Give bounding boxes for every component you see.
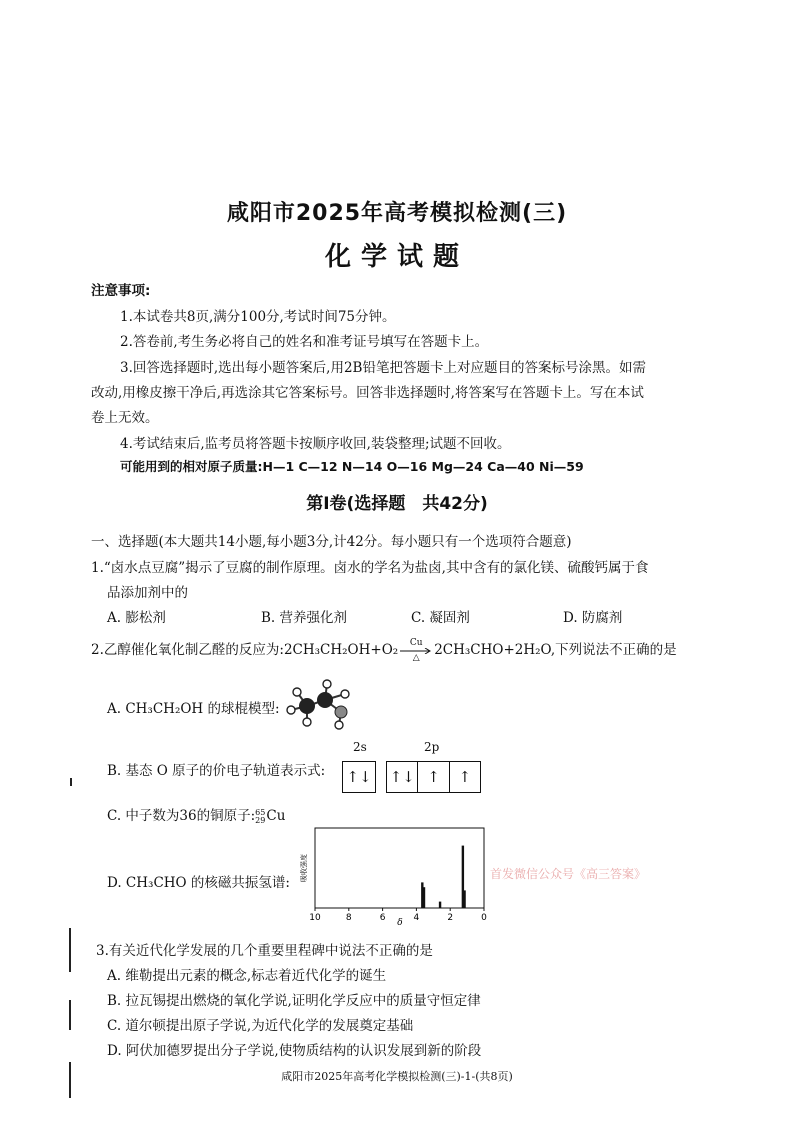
reaction-arrow xyxy=(400,637,432,663)
q2-option-b: B. 基态 O 原子的价电子轨道表示式: xyxy=(107,763,326,779)
orbital-2s-cell: ↑↓ xyxy=(346,768,372,786)
binding-margin-mark xyxy=(69,1000,71,1030)
orbital-2p-cell-1: ↑↓ xyxy=(389,768,415,786)
q1-option-c: C. 凝固剂 xyxy=(411,610,470,626)
nmr-x-tick-label: 0 xyxy=(481,913,487,923)
subject-title: 化学试题 xyxy=(324,242,469,272)
orbital-2p-cell-2: ↑ xyxy=(417,762,448,792)
nmr-y-axis-label: 吸收强度 xyxy=(300,854,308,882)
q3-stem: 3.有关近代化学发展的几个重要里程碑中说法不正确的是 xyxy=(96,943,433,959)
q2-stem-suffix: ,下列说法不正确的是 xyxy=(550,642,677,658)
q2-option-d: D. CH₃CHO 的核磁共振氢谱: xyxy=(107,875,290,891)
nmr-plot-frame xyxy=(315,828,484,908)
q1-stem-line2: 品添加剂中的 xyxy=(107,585,188,601)
nmr-spectrum-chart xyxy=(296,826,496,926)
orbital-2p-label: 2p xyxy=(424,740,440,754)
q1-stem-line1: 1.“卤水点豆腐”揭示了豆腐的制作原理。卤水的学名为盐卤,其中含有的氯化镁、硫酸钙属于食 xyxy=(91,560,649,576)
orbital-2s-label: 2s xyxy=(353,740,367,754)
notice-item-4: 4.考试结束后,监考员将答题卡按顺序收回,装袋整理;试题不回收。 xyxy=(120,436,511,452)
nmr-x-axis-label: δ xyxy=(397,918,403,926)
binding-margin-mark xyxy=(70,778,72,786)
ethanol-ball-stick-model-icon xyxy=(283,678,363,730)
notice-item-1: 1.本试卷共8页,满分100分,考试时间75分钟。 xyxy=(120,309,396,325)
notice-item-3-cont2: 卷上无效。 xyxy=(91,410,159,426)
page-footer: 咸阳市2025年高考化学模拟检测(三)-1-(共8页) xyxy=(281,1070,513,1083)
q3-option-d: D. 阿伏加德罗提出分子学说,使物质结构的认识发展到新的阶段 xyxy=(107,1043,482,1059)
section-intro: 一、选择题(本大题共14小题,每小题3分,计42分。每小题只有一个选项符合题意) xyxy=(91,534,572,550)
orbital-2p-box xyxy=(386,761,481,793)
binding-margin-mark xyxy=(69,1062,71,1098)
binding-margin-mark xyxy=(69,928,71,972)
exam-title: 咸阳市2025年高考模拟检测(三) xyxy=(226,201,568,226)
q2-reactants: 2CH₃CH₂OH+O₂ xyxy=(283,642,399,658)
q2-stem xyxy=(91,637,677,663)
nmr-x-tick-label: 4 xyxy=(413,913,420,923)
nmr-x-tick-label: 10 xyxy=(309,913,321,923)
notice-item-3-cont1: 改动,用橡皮擦干净后,再选涂其它答案标号。回答非选择题时,将答案写在答题卡上。写在本试 xyxy=(91,385,644,401)
nmr-x-tick-label: 8 xyxy=(345,913,352,923)
notice-item-3: 3.回答选择题时,选出每小题答案后,用2B铅笔把答题卡上对应题目的答案标号涂黑。如需 xyxy=(120,360,646,376)
q3-option-c: C. 道尔顿提出原子学说,为近代化学的发展奠定基础 xyxy=(107,1018,414,1034)
cu-symbol: Cu xyxy=(266,808,286,824)
section-title: 第Ⅰ卷(选择题 共42分) xyxy=(306,494,488,514)
condition-label: △ xyxy=(412,652,420,663)
orbital-2s-box xyxy=(342,761,376,793)
notice-heading: 注意事项: xyxy=(91,283,151,299)
q1-option-a: A. 膨松剂 xyxy=(107,610,166,626)
q2-products: 2CH₃CHO+2H₂O xyxy=(434,642,551,658)
q2-option-a: A. CH₃CH₂OH 的球棍模型: xyxy=(107,701,280,717)
atomic-mass-line: 可能用到的相对原子质量:H—1 C—12 N—14 O—16 Mg—24 Ca—40 Ni—59 xyxy=(120,459,584,474)
nmr-peak xyxy=(423,887,425,908)
cu-mass-number: 65 xyxy=(255,807,266,817)
nmr-x-tick-label: 6 xyxy=(379,913,386,923)
nmr-peak xyxy=(439,902,441,908)
q2-stem-prefix: 2.乙醇催化氧化制乙醛的反应为: xyxy=(91,642,284,658)
q1-option-b: B. 营养强化剂 xyxy=(261,610,348,626)
watermark-text: 首发微信公众号《高三答案》 xyxy=(490,867,647,881)
catalyst-label: Cu xyxy=(409,637,423,648)
cu-atomic-number: 29 xyxy=(255,815,266,825)
q2-option-c xyxy=(107,804,285,825)
orbital-2p-cell-3: ↑ xyxy=(449,762,480,792)
q3-option-a: A. 维勒提出元素的概念,标志着近代化学的诞生 xyxy=(107,968,387,984)
q2-option-c-text: C. 中子数为36的铜原子: xyxy=(107,808,256,824)
q3-option-b: B. 拉瓦锡提出燃烧的氧化学说,证明化学反应中的质量守恒定律 xyxy=(107,993,481,1009)
notice-item-2: 2.答卷前,考生务必将自己的姓名和准考证号填写在答题卡上。 xyxy=(120,334,489,350)
nmr-x-tick-label: 2 xyxy=(447,913,454,923)
nmr-peak xyxy=(463,890,465,908)
q1-option-d: D. 防腐剂 xyxy=(563,610,623,626)
